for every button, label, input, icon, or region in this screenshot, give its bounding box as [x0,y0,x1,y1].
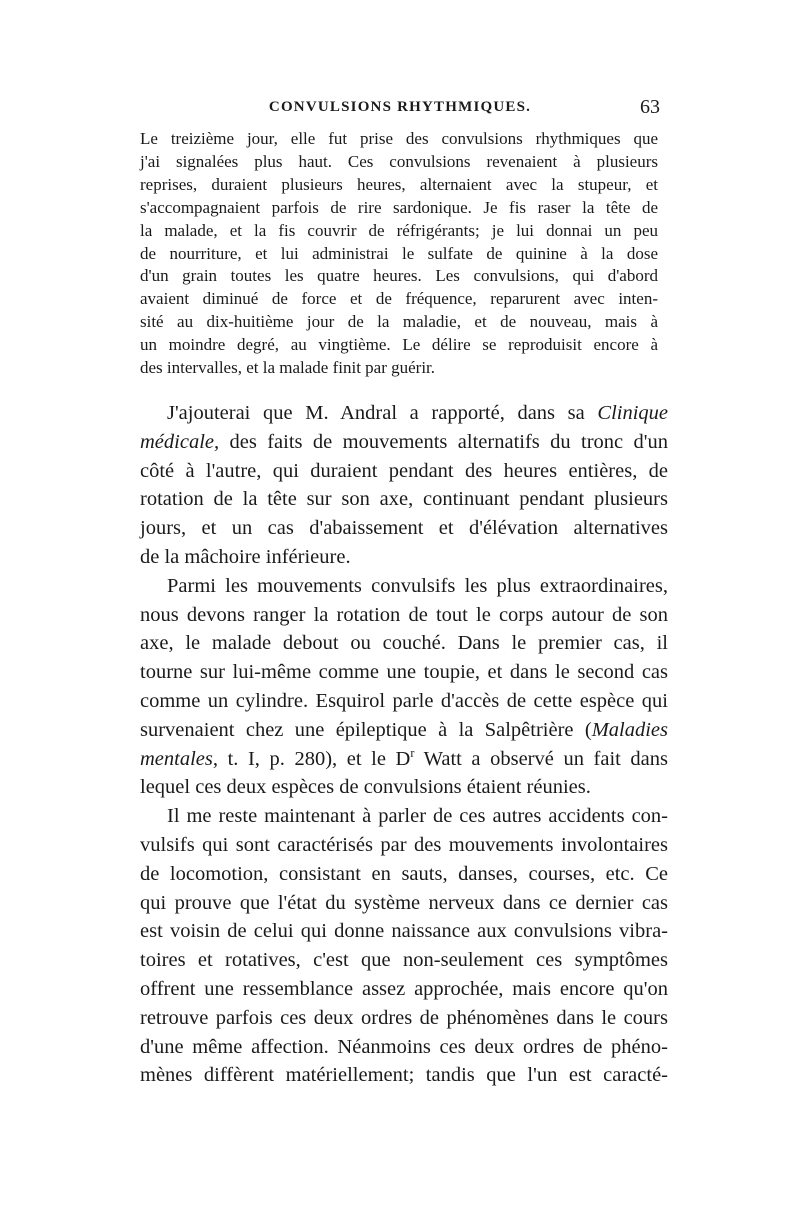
text-line: mentales, t. I, p. 280), et le $D^r$ Watt a observé un fait dans [140,745,668,770]
page-number: 63 [640,96,660,118]
text-line: survenaient chez une épileptique à la Salpêtrière (Maladies [140,718,668,741]
text-line: jours, et un cas d'abaissement et d'élévation alternatives [140,517,668,540]
text-line: d'un grain toutes les quatre heures. Les convulsions, qui d'abord [140,266,658,286]
text-line: des intervalles, et la malade finit par guérir. [140,358,436,378]
case-report-paragraph [140,128,658,380]
body-text [140,399,668,1090]
running-head [140,96,660,123]
text-line: côté à l'autre, qui duraient pendant des heures entières, de [140,459,668,482]
italic-title: médicale, [140,430,220,453]
text-line: avaient diminué de force et de fréquence, reparurent avec inten- [140,289,658,309]
text-line: vulsifs qui sont caractérisés par des mouvements involontaires [140,833,668,856]
text-line: s'accompagnaient parfois de rire sardonique. Je fis raser la tête de [140,197,658,217]
text-line: nous devons ranger la rotation de tout le corps autour de son [140,603,668,626]
text-line: retrouve parfois ces deux ordres de phénomènes dans le cours [140,1006,668,1029]
text-line: toires et rotatives, c'est que non-seulement ces symptômes [140,949,668,972]
text-line: j'ai signalées plus haut. Ces convulsions revenaient à plusieurs [140,151,658,171]
italic-title: Maladies [591,718,668,741]
italic-title: Clinique [597,402,668,424]
paragraph-rotation [140,572,668,802]
text-line: est voisin de celui qui donne naissance aux convulsions vibra- [140,920,668,943]
text-line: axe, le malade debout ou couché. Dans le premier cas, il [140,632,668,655]
text-line: la malade, et la fis couvrir de réfrigérants; je lui donnai un peu [140,220,658,240]
italic-title: mentales [140,747,213,770]
text-line: lequel ces deux espèces de convulsions étaient réunies. [140,776,591,799]
text-line: d'une même affection. Néanmoins ces deux ordres de phéno- [140,1035,668,1058]
paragraph-locomotion [140,802,668,1090]
paragraph-andral [140,399,668,572]
text-line: de nourriture, et lui administrai le sulfate de quinine à la dose [140,243,658,263]
text-line: reprises, duraient plusieurs heures, alternaient avec la stupeur, et [140,174,658,194]
text-line: offrent une ressemblance assez approchée, mais encore qu'on [140,977,668,1000]
running-title: CONVULSIONS RHYTHMIQUES. [268,99,532,115]
text-line: comme un cylindre. Esquirol parle d'accès de cette espèce qui [140,689,668,712]
text-line: de la mâchoire inférieure. [140,545,351,568]
text-line: de locomotion, consistant en sauts, danses, courses, etc. Ce [140,862,668,885]
text-line: Parmi les mouvements convulsifs les plus extraordinaires, [167,574,668,597]
text-line: Il me reste maintenant à parler de ces autres accidents con- [167,805,668,828]
text-line: Le treizième jour, elle fut prise des convulsions rhythmiques que [140,129,658,148]
text-line: qui prouve que l'état du système nerveux dans ce dernier cas [140,891,668,914]
text-line: rotation de la tête sur son axe, continuant pendant plusieurs [140,488,668,511]
text-line: sité au dix-huitième jour de la maladie, et de nouveau, mais à [140,312,658,332]
text-line: médicale, des faits de mouvements alternatifs du tronc d'un [140,430,668,453]
text-line: mènes diffèrent matériellement; tandis que l'un est caracté- [140,1064,668,1087]
text-line: tourne sur lui-même comme une toupie, et dans le second cas [140,661,668,684]
text-line: J'ajouterai que M. Andral a rapporté, dans sa Clinique [167,402,668,424]
text-line: un moindre degré, au vingtième. Le délire se reproduisit encore à [140,335,658,355]
